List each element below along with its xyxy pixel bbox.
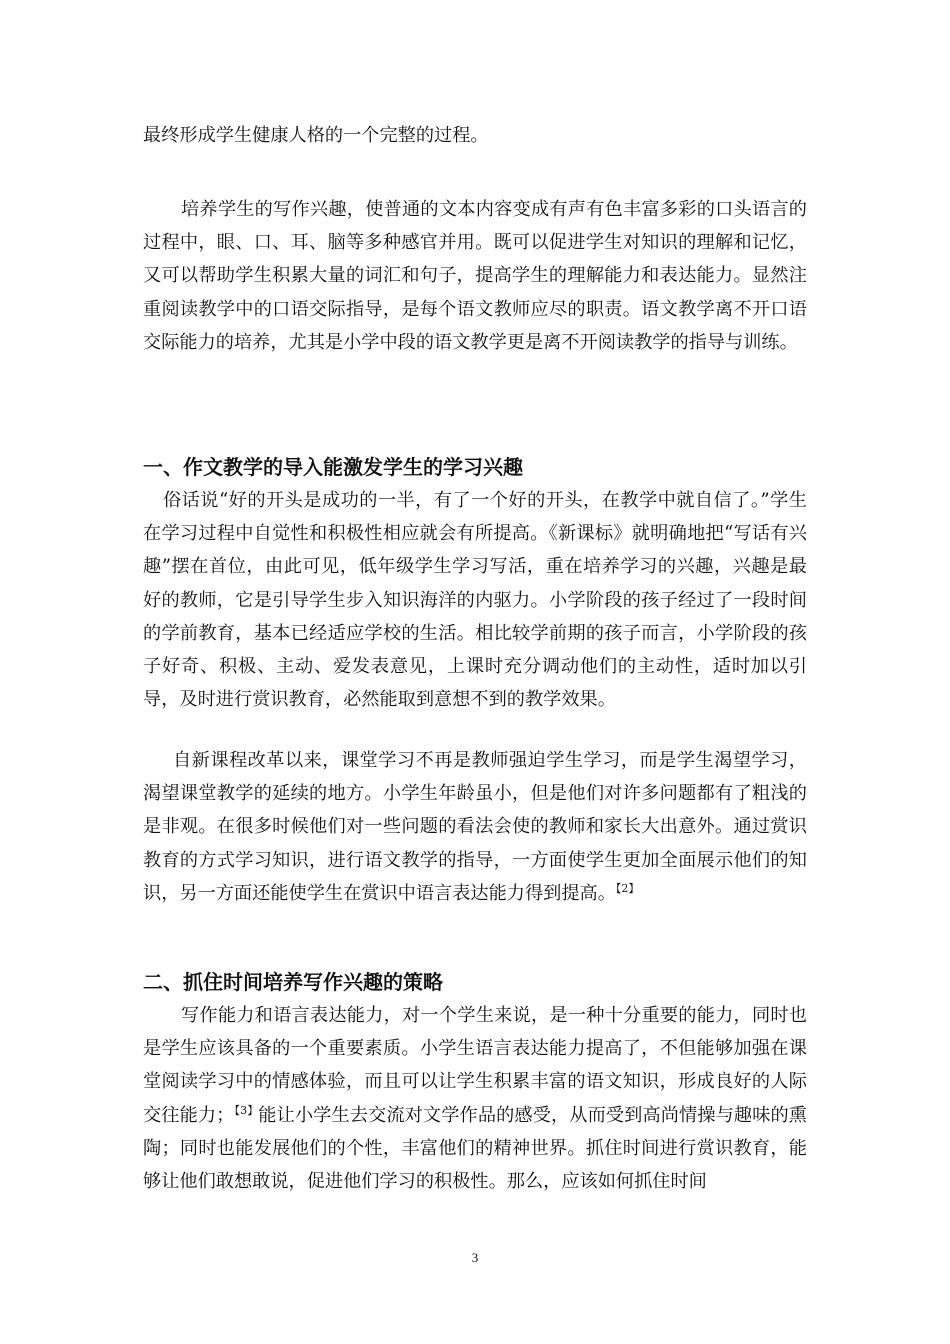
section-1-heading: 一、作文教学的导入能激发学生的学习兴趣: [143, 455, 523, 479]
section-2-heading: 二、抓住时间培养写作兴趣的策略: [143, 970, 443, 994]
section-1-paragraph-1: 俗话说“好的开头是成功的一半，有了一个好的开头，在教学中就自信了。”学生在学习过程中自觉性和积极性相应就会有所提高。《新课标》就明确地把“写话有兴趣”摆在首位，由此可见，低年级学生学习写活，重在培养学习的兴趣，兴趣是最好的教师，它是引导学生步入知识海洋的内驱力。小学阶段的孩子经过了一段时间的学前教育，基本已经适应学校的生活。相比较学前期的孩子而言，小学阶段的孩子好奇、积极、主动、爱发表意见，上课时充分调动他们的主动性，适时加以引导，及时进行赏识教育，必然能取到意想不到的教学效果。: [143, 490, 807, 711]
citation-ref-3: 【3】: [234, 1103, 259, 1117]
section-2-paragraph-1: [143, 999, 807, 1198]
section-1-paragraph-2: [143, 744, 807, 910]
continued-paragraph: 最终形成学生健康人格的一个完整的过程。: [143, 125, 489, 146]
paragraph-intro: 培养学生的写作兴趣，使普通的文本内容变成有声有色丰富多彩的口头语言的过程中，眼、口、耳、脑等多种感官并用。既可以促进学生对知识的理解和记忆，又可以帮助学生积累大量的词汇和句子，提高学生的理解能力和表达能力。显然注重阅读教学中的口语交际指导，是每个语文教师应尽的职责。语文教学离不开口语交际能力的培养，尤其是小学中段的语文教学更是离不开阅读教学的指导与训练。: [143, 199, 807, 353]
citation-ref-2: 【2】: [615, 881, 640, 895]
section-2-paragraph-1-part-1: 写作能力和语言表达能力，对一个学生来说，是一种十分重要的能力，同时也是学生应该具备的一个重要素质。小学生语言表达能力提高了，不但能够加强在课堂阅读学习中的情感体验，而且可以让学生积累丰富的语文知识，形成良好的人际交往能力；: [143, 1005, 807, 1126]
page-number: 3: [471, 1250, 479, 1265]
section-1-paragraph-2-text: 自新课程改革以来，课堂学习不再是教师强迫学生学习，而是学生渴望学习，渴望课堂教学的延续的地方。小学生年龄虽小，但是他们对许多问题都有了粗浅的是非观。在很多时候他们对一些问题的看法会使的教师和家长大出意外。通过赏识教育的方式学习知识，进行语文教学的指导，一方面使学生更加全面展示他们的知识，另一方面还能使学生在赏识中语言表达能力得到提高。: [143, 750, 807, 904]
section-2-paragraph-1-part-2: 能让小学生去交流对文学作品的感受，从而受到高尚情操与趣味的熏陶；同时也能发展他们的个性，丰富他们的精神世界。抓住时间进行赏识教育，能够让他们敢想敢说，促进他们学习的积极性。那么，应该如何抓住时间: [143, 1104, 807, 1193]
